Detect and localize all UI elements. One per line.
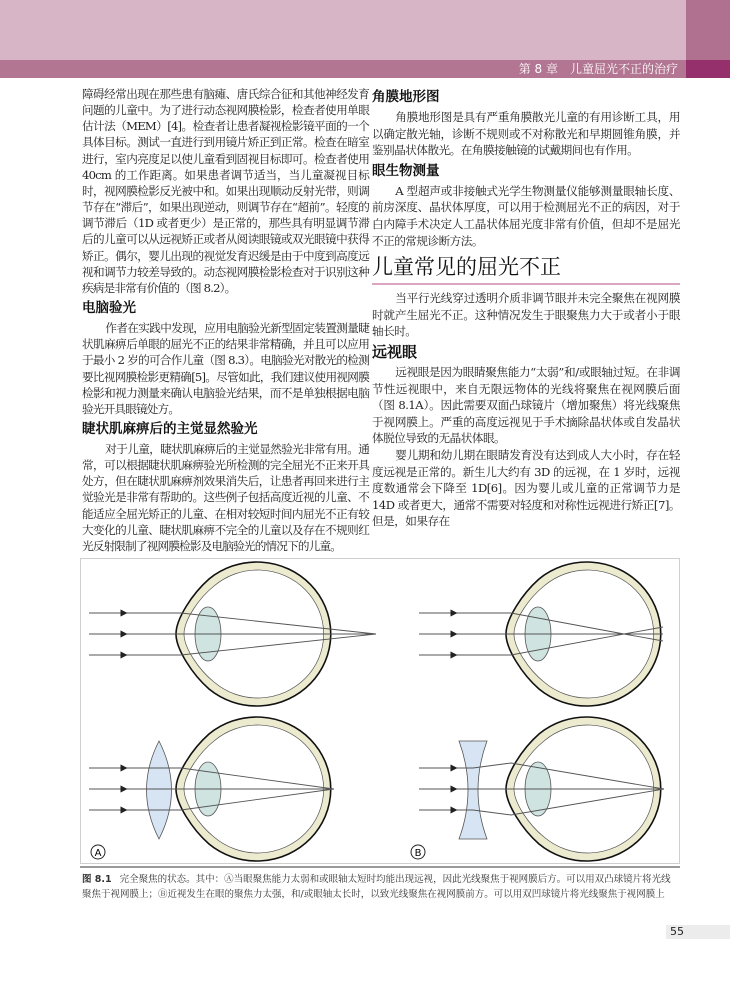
paragraph: 婴儿期和幼儿期在眼睛发育没有达到成人大小时，存在轻度远视是正常的。新生儿大约有 3D 的远视，在 1 岁时，远视度数通常会下降至 1D[6]。因为婴儿或儿童的正常调节力是 14D 或者更大，通常不需要对轻度和对称性远视进行矫正[7]。但是，如果存在 xyxy=(372,447,680,529)
section-heading-biometry: 眼生物测量 xyxy=(372,162,440,179)
paragraph: 障碍经常出现在那些患有脑瘫、唐氏综合征和其他神经发育问题的儿童中。为了进行动态视网膜检影，检查者使用单眼估计法（MEM）[4]。检查者让患者凝视检影镜平面的一个具体目标。测试一直进行到用镜片矫正到正常。检查在暗室进行，室内亮度足以使儿童看到固视目标即可。检查者使用 40cm 的工作距离。如果患者调节适当，当儿童凝视目标时，视网膜检影反光被中和。如果出现顺动反射光带，则调节存在“滞后”，如果出现逆动，则调节存在“超前”。轻度的调节滞后（1D 或者更少）是正常的，那些具有明显调节滞后的儿童可以从远视矫正或者从阅读眼镜或双光眼镜中获得矫正。偶尔，婴儿出现的视觉发育迟缓是由于中度到高度远视和调节力较差导致的。动态视网膜检影检查对于识别这种疾病是非常有价值的（图 8.2）。 xyxy=(82,87,369,295)
chapter-section-heading: 儿童常见的屈光不正 xyxy=(372,254,680,285)
eye-diagrams xyxy=(81,559,681,865)
right-column xyxy=(372,86,680,530)
paragraph: 对于儿童，睫状肌麻痹后的主觉显然验光非常有用。通常，可以根据睫状肌麻痹验光所检测的完全屈光不正来开具处方，但在睫状肌麻痹剂效果消失后，让患者再回来进行主觉验光是非常有帮助的。这些例子包括高度近视的儿童、不能适应全屈光矫正的儿童、在相对较短时间内屈光不正有较大变化的儿童、睫状肌麻痹不完全的儿童以及存在不规则红光反射限制了视网膜检影及电脑验光的情况下的儿童。 xyxy=(82,441,369,553)
convex-lens xyxy=(147,741,172,839)
header-corner xyxy=(686,0,730,60)
caption-rule xyxy=(80,866,680,868)
myopia-eye xyxy=(419,562,663,706)
page-number: 55 xyxy=(666,925,730,939)
myopia-corrected-eye xyxy=(419,717,664,861)
paragraph: 角膜地形图是具有严重角膜散光儿童的有用诊断工具，用以确定散光轴，诊断不规则或不对称散光和早期圆锥角膜，并鉴别晶状体散光。在角膜接触镜的试戴期间也有作用。 xyxy=(372,110,680,158)
section-heading-autorefraction: 电脑验光 xyxy=(82,300,136,317)
left-column xyxy=(82,86,369,554)
label-b xyxy=(411,845,425,859)
header-corner-bar xyxy=(686,60,730,78)
section-heading-topography: 角膜地形图 xyxy=(372,89,440,105)
hyperopia-eye xyxy=(89,562,376,706)
figure-caption xyxy=(82,872,680,902)
chapter-title: 第 8 章 儿童屈光不正的治疗 xyxy=(518,62,678,76)
header-band xyxy=(0,0,686,60)
section-heading-subjective: 睫状肌麻痹后的主觉显然验光 xyxy=(82,420,258,437)
paragraph: 当平行光线穿过透明介质非调节眼并未完全聚焦在视网膜时就产生屈光不正。这种情况发生于眼聚焦力大于或者小于眼轴长时。 xyxy=(372,291,680,339)
svg-text:B: B xyxy=(414,848,422,859)
label-a xyxy=(91,845,105,859)
concave-lens xyxy=(459,741,487,839)
caption-text: 完全聚焦的状态。其中：Ⓐ当眼聚焦能力太弱和或眼轴太短时均能出现远视，因此光线聚焦于视网膜后方。可以用双凸球镜片将光线聚焦于视网膜上；Ⓑ近视发生在眼的聚焦力太强，和/或眼轴太长时，以致光线聚焦在视网膜前方。可以用双凹球镜片将光线聚焦于视网膜上 xyxy=(82,874,671,900)
paragraph: A 型超声或非接触式光学生物测量仪能够测量眼轴长度、前房深度、晶状体厚度，可以用于检测屈光不正的病因，对于白内障手术决定人工晶状体屈光度非常有价值，但却不是屈光不正的常规诊断方法。 xyxy=(372,183,680,248)
section-heading-hyperopia: 远视眼 xyxy=(372,342,418,361)
paragraph: 作者在实践中发现，应用电脑验光新型固定装置测量睫状肌麻痹后单眼的屈光不正的结果非常精确，并且可以应用于最小 2 岁的可合作儿童（图 8.3）。电脑验光对散光的检测要比视网膜检影更精确[5]。尽管如此，我们建议使用视网膜检影和视力测量来确认电脑验光结果，而不是单独根据电脑验光开具眼镜处方。 xyxy=(82,321,369,416)
paragraph: 远视眼是因为眼睛聚焦能力“太弱”和/或眼轴过短。在非调节性远视眼中，来自无限远物体的光线将聚焦在视网膜后面（图 8.1A）。因此需要双面凸球镜片（增加聚焦）将光线聚焦于视网膜上。严重的高度远视见于手术摘除晶状体或自发晶状体脱位导致的无晶状体眼。 xyxy=(372,364,680,446)
caption-number: 图 8.1 xyxy=(82,874,112,885)
hyperopia-corrected-eye xyxy=(89,717,334,861)
figure-8-1 xyxy=(80,558,680,864)
svg-text:A: A xyxy=(94,848,102,859)
